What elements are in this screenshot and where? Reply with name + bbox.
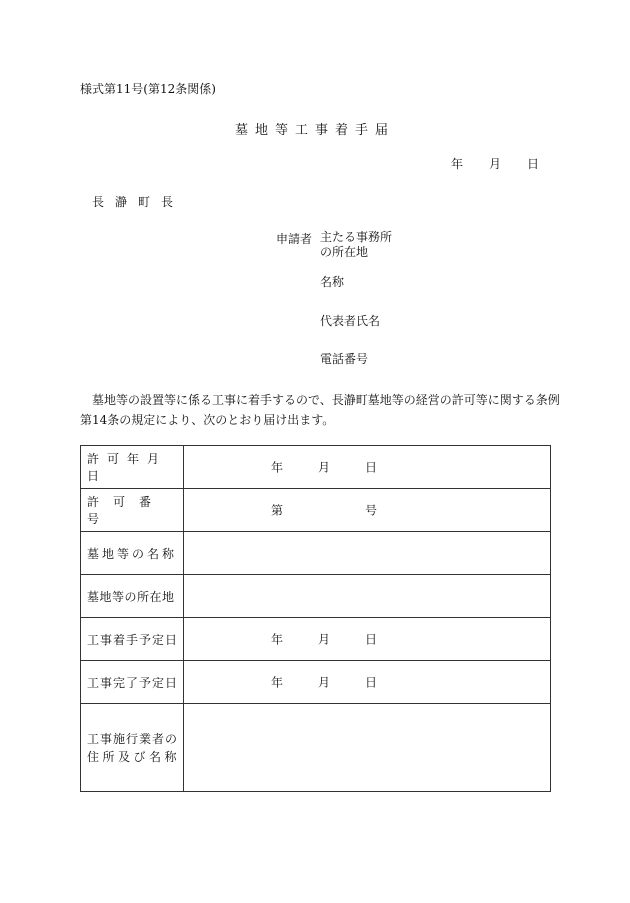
body-line-1: 墓地等の設置等に係る工事に着手するので、長瀞町墓地等の経営の許可等に関する条例 bbox=[92, 393, 560, 407]
construction-start-label: 工事着手予定日 bbox=[81, 618, 184, 661]
permit-date-label: 許可年月日 bbox=[81, 446, 184, 489]
notification-form-table bbox=[80, 445, 551, 792]
cemetery-name-value[interactable] bbox=[184, 532, 551, 575]
submission-date bbox=[451, 155, 539, 172]
body-line-2: 第14条の規定により、次のとおり届け出ます。 bbox=[80, 413, 335, 427]
table-row bbox=[81, 446, 551, 489]
date-year-label: 年 bbox=[451, 157, 464, 171]
table-row bbox=[81, 489, 551, 532]
cemetery-name-label: 墓地等の名称 bbox=[81, 532, 184, 575]
document-title: 墓地等工事着手届 bbox=[234, 123, 395, 138]
contractor-label: 工事施行業者の 住所及び名称 bbox=[81, 704, 184, 792]
permit-number-value[interactable]: 第 号 bbox=[184, 489, 551, 532]
addressee: 長瀞町長 bbox=[92, 195, 185, 209]
permit-number-label: 許可番号 bbox=[81, 489, 184, 532]
applicant-office-address-label: 主たる事務所 bbox=[320, 230, 393, 244]
date-day-label: 日 bbox=[527, 157, 540, 171]
applicant-name-label: 名称 bbox=[320, 275, 345, 289]
date-month-label: 月 bbox=[489, 157, 502, 171]
applicant-representative-label: 代表者氏名 bbox=[320, 314, 381, 328]
applicant-phone-label: 電話番号 bbox=[320, 352, 369, 366]
construction-start-value[interactable]: 年 月 日 bbox=[184, 618, 551, 661]
construction-end-label: 工事完了予定日 bbox=[81, 661, 184, 704]
applicant-label: 申請者 bbox=[276, 232, 313, 246]
construction-end-value[interactable]: 年 月 日 bbox=[184, 661, 551, 704]
notification-body bbox=[80, 390, 560, 430]
form-number: 様式第11号(第12条関係) bbox=[80, 82, 216, 96]
applicant-office-address-label-2: の所在地 bbox=[320, 245, 369, 259]
permit-date-value[interactable]: 年 月 日 bbox=[184, 446, 551, 489]
contractor-value[interactable] bbox=[184, 704, 551, 792]
table-row bbox=[81, 704, 551, 792]
table-row bbox=[81, 661, 551, 704]
table-row bbox=[81, 575, 551, 618]
cemetery-location-label: 墓地等の所在地 bbox=[81, 575, 184, 618]
table-row bbox=[81, 532, 551, 575]
table-row bbox=[81, 618, 551, 661]
cemetery-location-value[interactable] bbox=[184, 575, 551, 618]
